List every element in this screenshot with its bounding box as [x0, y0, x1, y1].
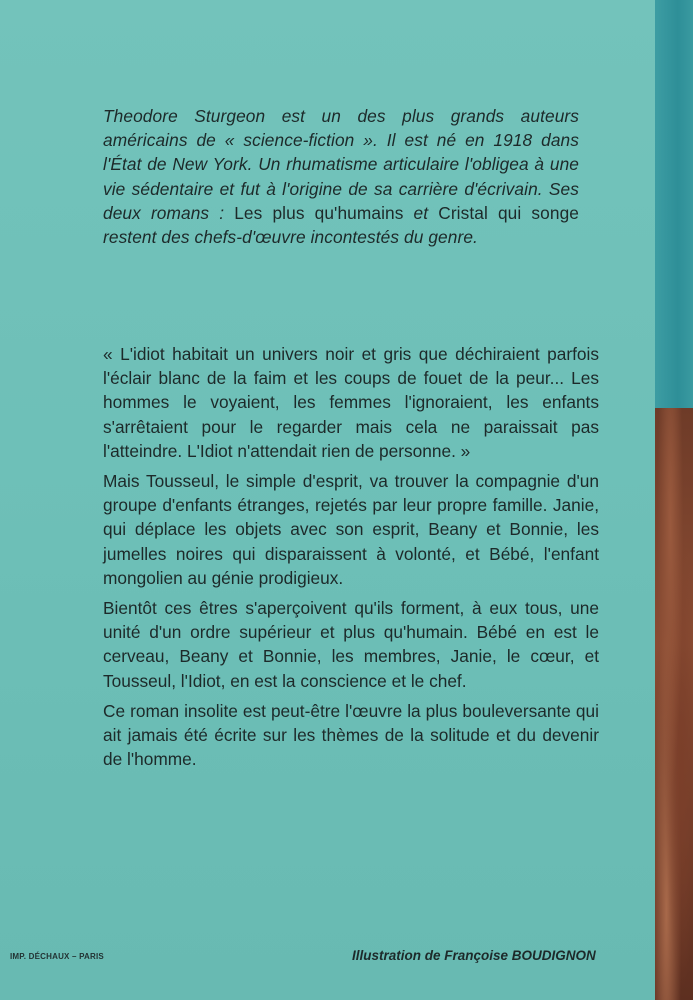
summary-paragraph-3: Bientôt ces êtres s'aperçoivent qu'ils forment, à eux tous, une unité d'un ordre supérieur et plus qu'humain. Bébé en est le cerveau, Beany et Bonnie, les membres, Janie, le cœur, et Tousseul, l'Idiot, en est la conscience et le chef. [103, 598, 599, 691]
bio-title-1: Les plus qu'humains [234, 202, 404, 223]
summary-paragraph-4: Ce roman insolite est peut-être l'œuvre la plus bouleversante qui ait jamais été écrite sur les thèmes de la solitude et du devenir de l'homme. [103, 700, 599, 770]
bio-title-2: Cristal qui songe [438, 202, 579, 223]
bio-text-2: restent des chefs-d'œuvre incontestés du genre. [103, 227, 478, 248]
book-summary [103, 342, 599, 777]
author-bio [103, 104, 579, 249]
summary-quote: « L'idiot habitait un univers noir et gris que déchiraient parfois l'éclair blanc de la faim et les coups de fouet de la peur... Les hommes le voyaient, les femmes l'ignoraient, les enfants s'arrêtaient pour le regarder mais cela ne paraissait pas l'atteindre. L'Idiot n'attendait rien de personne. » [103, 344, 599, 461]
printer-imprint: IMP. DÉCHAUX – PARIS [10, 952, 104, 961]
bio-text-1: Theodore Sturgeon est un des plus grands auteurs américains de « science-fiction ». Il est né en 1918 dans l'État de New York. Un rhumatisme articulaire l'obligea à une vie sédentaire et fut à l'origine de sa carrière d'écrivain. Ses deux romans : [103, 106, 579, 223]
bio-and: et [403, 202, 439, 223]
summary-paragraph-2: Mais Tousseul, le simple d'esprit, va trouver la compagnie d'un groupe d'enfants étranges, rejetés par leur propre famille. Janie, qui déplace les objets avec son esprit, Beany et Bonnie, les jumelles noires qui disparaissent à volonté, et Bébé, l'enfant mongolien au génie prodigieux. [103, 471, 599, 588]
spine-strip [655, 0, 693, 408]
cover-illustration-edge [655, 408, 693, 1000]
illustration-credit: Illustration de Françoise BOUDIGNON [352, 948, 596, 963]
